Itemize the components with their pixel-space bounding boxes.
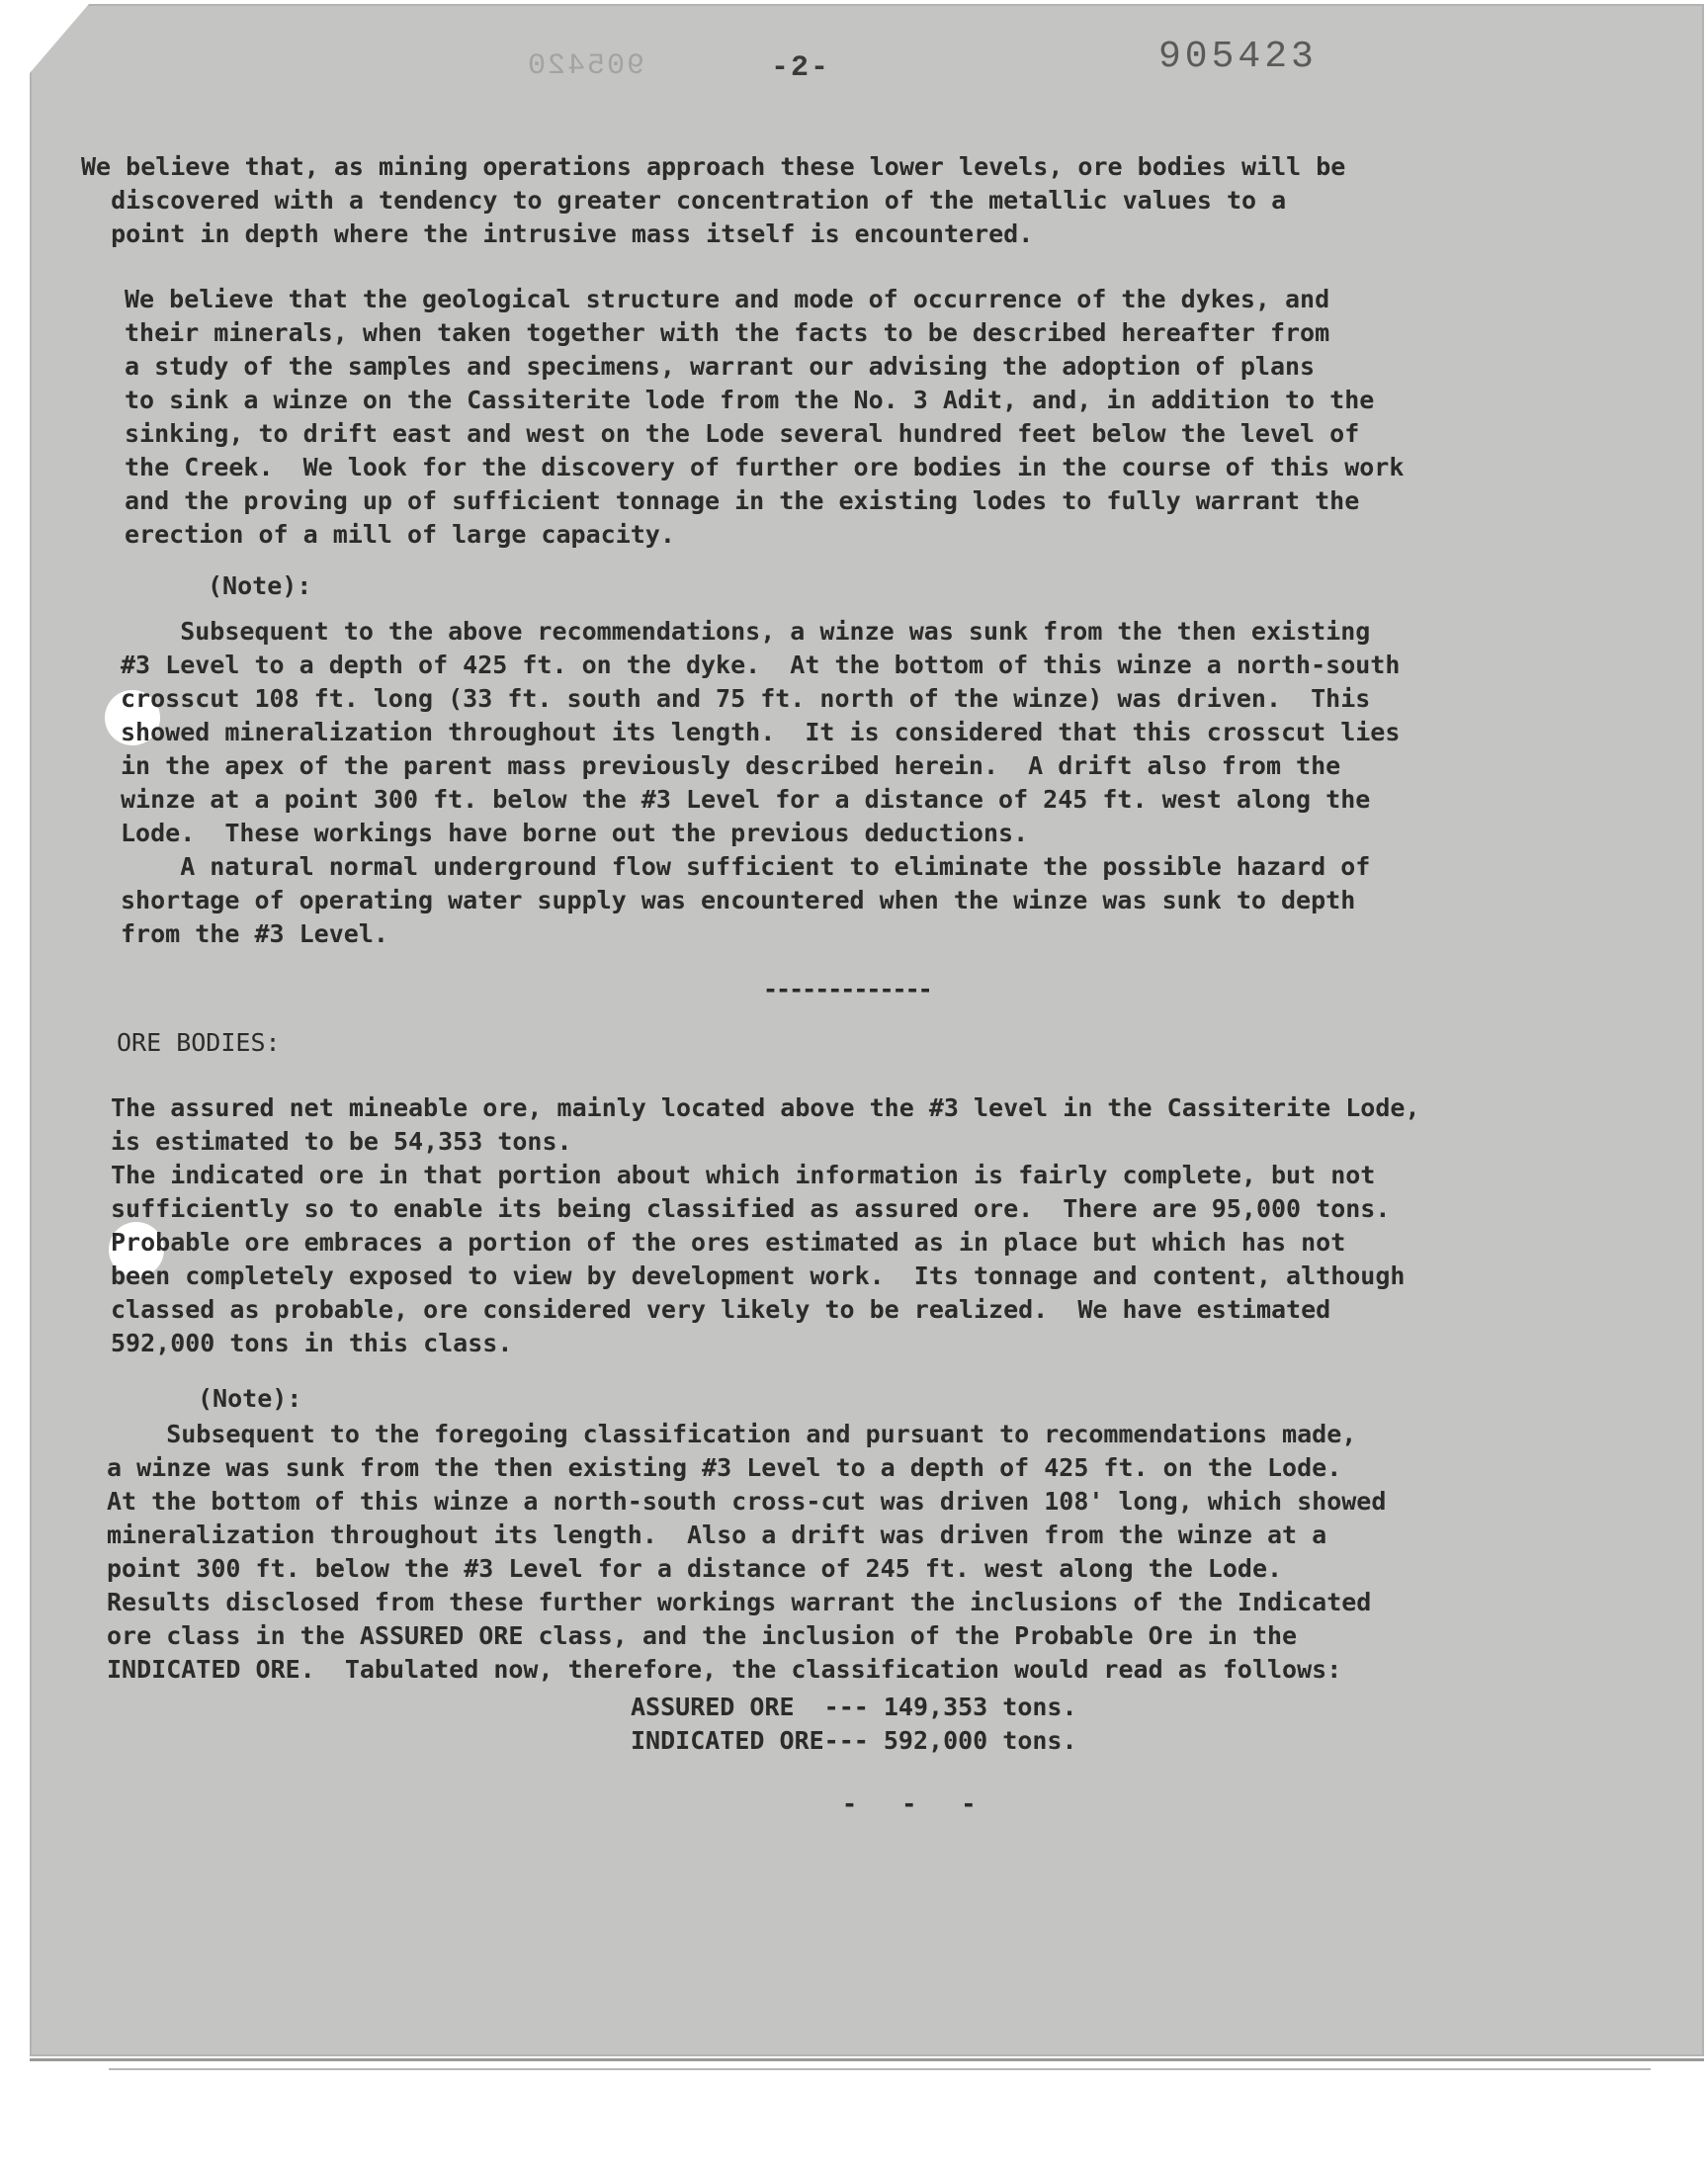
page-edge xyxy=(30,2058,1704,2061)
section-heading-ore-bodies: ORE BODIES: xyxy=(117,1028,281,1057)
paragraph-lower-levels: We believe that, as mining operations approach these lower levels, ore bodies will be discovered with a tendency to greater concentration of the metallic values to a point in depth where the intrusive mass itself is encountered. xyxy=(81,152,1346,248)
document-stamp-mirrored: 905420 xyxy=(526,49,645,83)
document-stamp-number: 905423 xyxy=(1158,36,1318,78)
note-body-winze: Subsequent to the above recommendations, a winze was sunk from the then existing #3 Level to a depth of 425 ft. on the dyke. At the bottom of this winze a north-south crosscut 108 ft. long (33 ft. south and 75 ft. north of the winze) was driven. This showed mineralization throughout its length. It is considered that this crosscut lies in the apex of the parent mass previously described herein. A drift also from the winze at a point 300 ft. below the #3 Level for a distance of 245 ft. west along the Lode. These workings have borne out the previous deductions. A natural normal underground flow sufficient to eliminate the possible hazard of shortage of operating water supply was encountered when the winze was sunk to depth from the #3 Level. xyxy=(121,617,1401,948)
note-label: (Note): xyxy=(198,1384,302,1413)
page-edge xyxy=(109,2068,1651,2070)
section-divider: ------------- xyxy=(763,975,931,1003)
torn-corner xyxy=(30,4,89,73)
page-number: -2- xyxy=(771,51,831,85)
note-body-classification: Subsequent to the foregoing classification and pursuant to recommendations made, a winze was sunk from the then existing #3 Level to a depth of 425 ft. on the Lode. At the bottom of this winze a north-south cross-cut was driven 108' long, which showed mineralization throughout its length. Also a drift was driven from the winze at a point 300 ft. below the #3 Level for a distance of 245 ft. west along the Lode. Results disclosed from these further workings warrant the inclusions of the Indicated ore class in the ASSURED ORE class, and the inclusion of the Probable Ore in the INDICATED ORE. Tabulated now, therefore, the classification would read as follows: xyxy=(107,1420,1387,1684)
paragraph-ore-estimates: The assured net mineable ore, mainly located above the #3 level in the Cassiterite Lode, is estimated to be 54,353 tons. The indicated ore in that portion about which information is fairly complete, but not sufficiently so to enable its being classified as assured ore. There are 95,000 tons. Probable ore embraces a portion of the ores estimated as in place but which has not been completely exposed to view by development work. Its tonnage and content, although classed as probable, ore considered very likely to be realized. We have estimated 592,000 tons in this class. xyxy=(111,1093,1420,1357)
note-label: (Note): xyxy=(208,571,312,600)
paragraph-recommendation: We believe that the geological structure and mode of occurrence of the dykes, and their minerals, when taken together with the facts to be described hereafter from a study of the samples and specimens, warrant our advising the adoption of plans to sink a winze on the Cassiterite lode from the No. 3 Adit, and, in addition to the sinking, to drift east and west on the Lode several hundred feet below the level of the Creek. We look for the discovery of further ore bodies in the course of this work and the proving up of sufficient tonnage in the existing lodes to fully warrant the erection of a mill of large capacity. xyxy=(125,285,1405,549)
end-mark: - - - xyxy=(842,1789,977,1818)
ore-classification-table: ASSURED ORE --- 149,353 tons. INDICATED ORE--- 592,000 tons. xyxy=(631,1693,1077,1755)
